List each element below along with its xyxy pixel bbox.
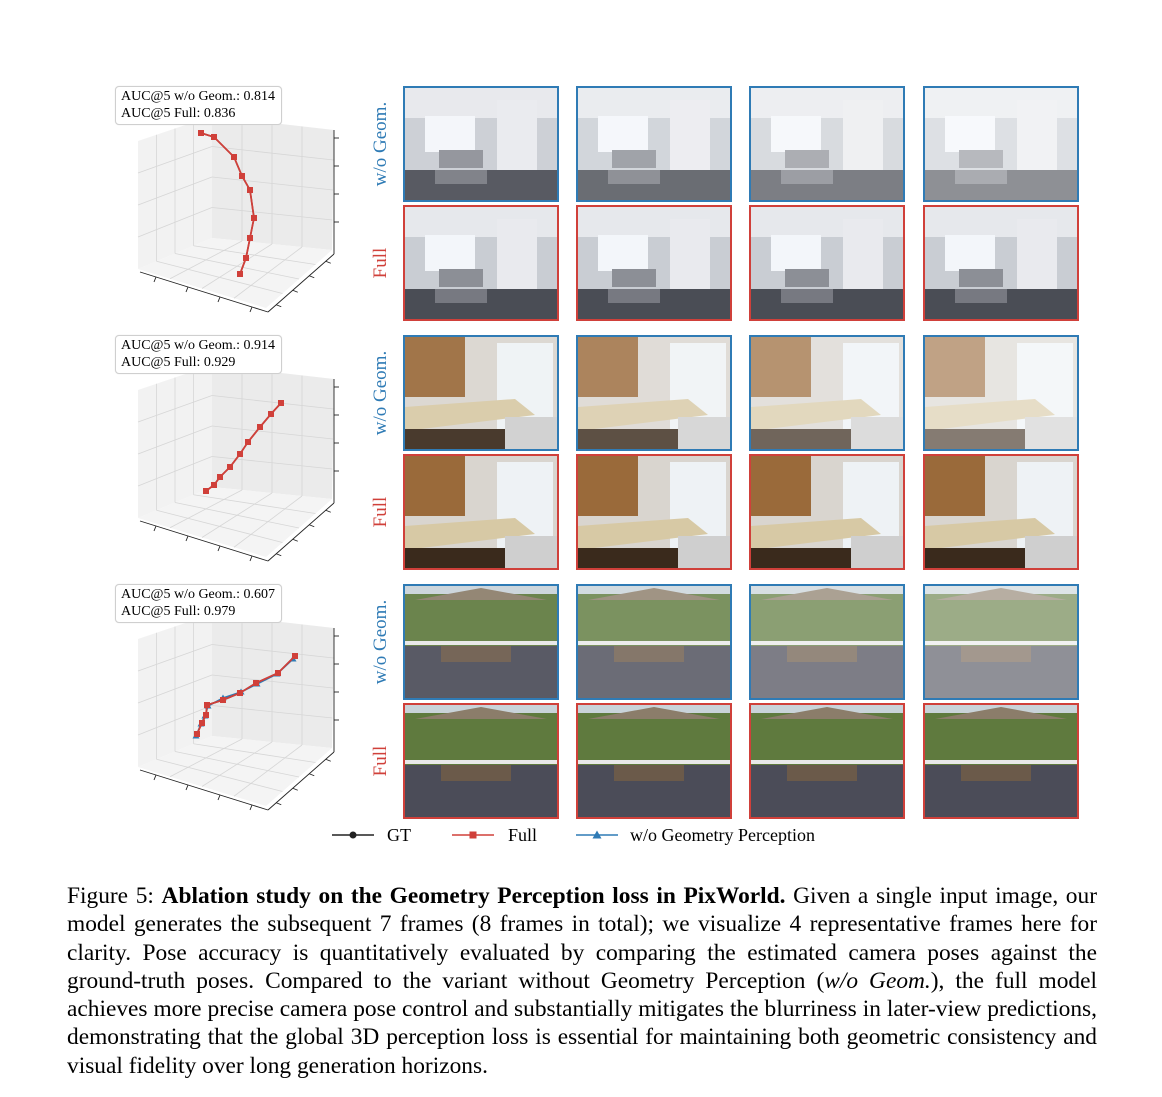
full-point xyxy=(268,411,274,417)
legend-marker-gt xyxy=(330,827,378,843)
full-frame-2-3 xyxy=(749,454,905,570)
full-frame-1-1 xyxy=(403,205,559,321)
caption-text-2: ), the full model achieves more precise camera pose control and substantially mitigates the blurriness in later-view predictions, demonstrating that the global 3D perception loss is essential for maintaining both geometric consistency and visual fidelity over long generation horizons. xyxy=(67,967,1097,1079)
full-point xyxy=(253,680,259,686)
legend-label-wo-geom: w/o Geometry Perception xyxy=(630,825,815,845)
full-point xyxy=(247,187,253,193)
full-frame-2-1 xyxy=(403,454,559,570)
wo-geom-frame-2-1 xyxy=(403,335,559,451)
row-label-wo-geom-3: w/o Geom. xyxy=(370,599,391,685)
full-frame-3-1 xyxy=(403,703,559,819)
wo-geom-frame-3-4 xyxy=(923,584,1079,700)
full-point xyxy=(251,215,257,221)
row-label-wo-geom-2: w/o Geom. xyxy=(370,350,391,436)
full-frame-3-4 xyxy=(923,703,1079,819)
legend-label-full: Full xyxy=(508,825,538,845)
caption-text-1: Given a single input image, our model generates the subsequent 7 frames (8 frames in total); we visualize 4 representative frames here for clarity. Pose accuracy is quantitatively evaluated by comparing the estimated camera poses against the ground-truth poses. Compared to the variant without Geometry Perception ( xyxy=(67,883,1097,994)
auc-box-1 xyxy=(115,86,282,125)
caption-label: Figure 5: xyxy=(67,883,154,909)
row-label-full-2: Full xyxy=(370,496,391,528)
wo-geom-frame-2-4 xyxy=(923,335,1079,451)
auc-full-2: AUC@5 Full: 0.929 xyxy=(121,355,236,370)
full-point xyxy=(237,690,243,696)
trajectory-plot-3 xyxy=(110,584,360,824)
full-point xyxy=(239,173,245,179)
full-point xyxy=(275,670,281,676)
auc-wo-geom-2: AUC@5 w/o Geom.: 0.914 xyxy=(121,338,276,353)
legend-label-gt: GT xyxy=(387,825,411,845)
auc-box-2 xyxy=(115,335,282,374)
full-point xyxy=(247,235,253,241)
full-point xyxy=(243,255,249,261)
full-frame-1-4 xyxy=(923,205,1079,321)
full-point xyxy=(220,697,226,703)
full-frame-2-2 xyxy=(576,454,732,570)
axes-panes xyxy=(138,116,334,308)
row-label-full-1: Full xyxy=(370,247,391,279)
legend-marker-wo-geom xyxy=(574,827,622,843)
full-point xyxy=(245,439,251,445)
full-point xyxy=(257,424,263,430)
full-point xyxy=(278,400,284,406)
wo-geom-frame-3-2 xyxy=(576,584,732,700)
full-point xyxy=(203,488,209,494)
wo-geom-frame-2-2 xyxy=(576,335,732,451)
full-point xyxy=(204,702,210,708)
axes-panes xyxy=(138,365,334,557)
wo-geom-frame-3-1 xyxy=(403,584,559,700)
full-point xyxy=(211,482,217,488)
full-point xyxy=(194,731,200,737)
auc-wo-geom-1: AUC@5 w/o Geom.: 0.814 xyxy=(121,89,276,104)
wo-geom-frame-1-2 xyxy=(576,86,732,202)
full-point xyxy=(292,653,298,659)
full-frame-2-4 xyxy=(923,454,1079,570)
figure-caption xyxy=(67,882,1097,1080)
auc-wo-geom-3: AUC@5 w/o Geom.: 0.607 xyxy=(121,587,276,602)
row-label-full-3: Full xyxy=(370,745,391,777)
full-point xyxy=(227,464,233,470)
caption-title: Ablation study on the Geometry Perception loss in PixWorld. xyxy=(161,883,786,909)
full-point xyxy=(199,720,205,726)
full-point xyxy=(231,154,237,160)
full-point xyxy=(237,451,243,457)
wo-geom-frame-1-1 xyxy=(403,86,559,202)
full-point xyxy=(237,271,243,277)
legend-marker-full xyxy=(450,827,498,843)
full-frame-3-3 xyxy=(749,703,905,819)
full-point xyxy=(217,474,223,480)
full-point xyxy=(211,134,217,140)
row-label-wo-geom-1: w/o Geom. xyxy=(370,101,391,187)
full-frame-1-3 xyxy=(749,205,905,321)
auc-full-1: AUC@5 Full: 0.836 xyxy=(121,106,236,121)
wo-geom-frame-1-4 xyxy=(923,86,1079,202)
full-point xyxy=(203,712,209,718)
full-point xyxy=(198,130,204,136)
trajectory-plot-1 xyxy=(110,86,360,326)
wo-geom-frame-2-3 xyxy=(749,335,905,451)
auc-full-3: AUC@5 Full: 0.979 xyxy=(121,604,236,619)
auc-box-3 xyxy=(115,584,282,623)
wo-geom-frame-1-3 xyxy=(749,86,905,202)
caption-italic: w/o Geom. xyxy=(824,967,931,994)
wo-geom-frame-3-3 xyxy=(749,584,905,700)
full-frame-3-2 xyxy=(576,703,732,819)
trajectory-plot-2 xyxy=(110,335,360,575)
axes-panes xyxy=(138,614,334,806)
full-frame-1-2 xyxy=(576,205,732,321)
